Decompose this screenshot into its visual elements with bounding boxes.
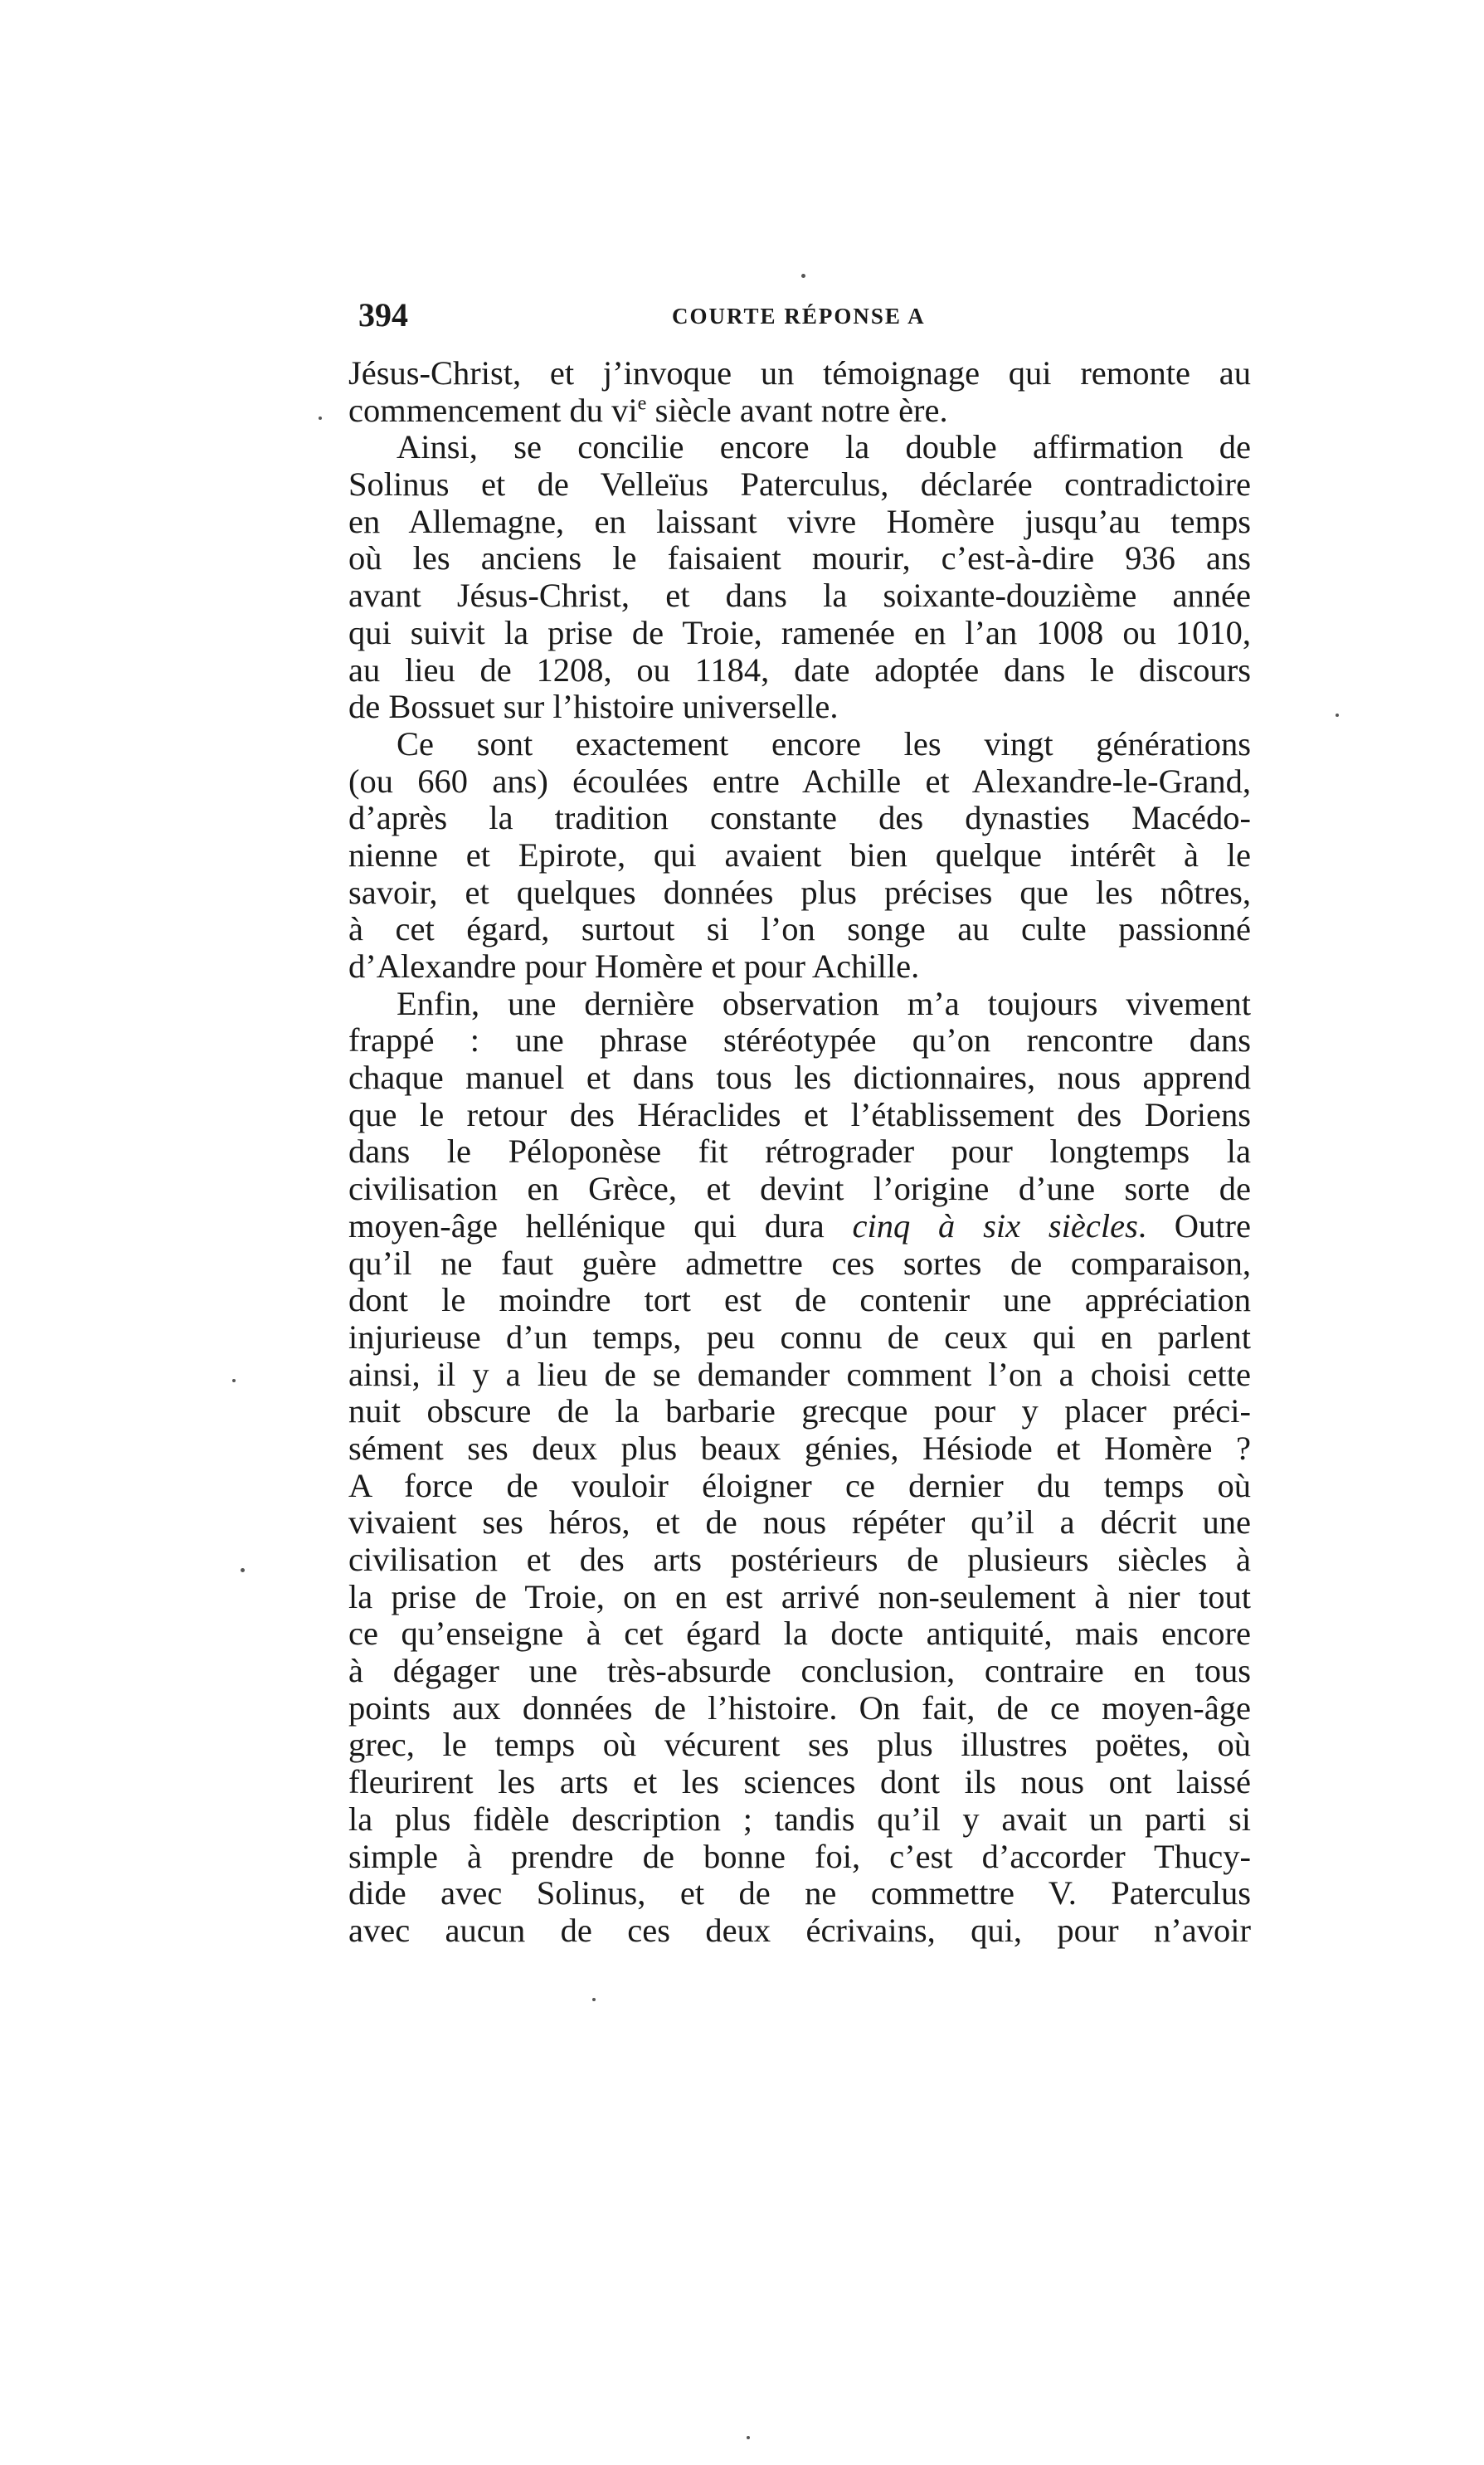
text-line: en Allemagne, en laissant vivre Homère jusqu’au temps [348,502,1251,540]
text-line: de Bossuet sur l’histoire universelle. [348,688,839,726]
text-line: avec aucun de ces deux écrivains, qui, pour n’avoir [348,1911,1251,1949]
text-line: fleurirent les arts et les sciences dont ils nous ont laissé [348,1763,1251,1801]
superscript: e [637,392,647,415]
text-line: simple à prendre de bonne foi, c’est d’accorder Thucy- [348,1837,1251,1875]
text-line: civilisation en Grèce, et devint l’origine d’une sorte de [348,1170,1251,1208]
page-header [358,295,1251,336]
text-line: la prise de Troie, on en est arrivé non-seulement à nier tout [348,1577,1251,1615]
scan-speck [232,1379,236,1382]
scan-speck [801,274,805,278]
text-line: A force de vouloir éloigner ce dernier du temps où [348,1466,1251,1504]
text-line: Solinus et de Velleïus Paterculus, déclarée contradictoire [348,465,1251,504]
body-text [348,355,1251,2305]
text-line: frappé : une phrase stéréotypée qu’on rencontre dans [348,1021,1251,1060]
text-line: injurieuse d’un temps, peu connu de ceux qui en parlent [348,1318,1251,1356]
text-line: la plus fidèle description ; tandis qu’il y avait un parti si [348,1800,1251,1838]
running-head: COURTE RÉPONSE A [672,304,926,329]
text-line: Ce sont exactement encore les vingt générations [397,724,1251,762]
text-line: commencement du $vi^e$ siècle avant notre ère. [348,391,948,429]
text-line: à dégager une très-absurde conclusion, contraire en tous [348,1652,1251,1690]
text-line: grec, le temps où vécurent ses plus illustres poëtes, où [348,1726,1251,1764]
text-line: nuit obscure de la barbarie grecque pour y placer préci- [348,1392,1251,1430]
scan-speck [241,1568,245,1572]
small-caps-ordinal: vi [611,391,638,429]
text-line: Enfin, une dernière observation m’a toujours vivement [397,984,1251,1022]
scan-speck [1336,714,1339,717]
italic-phrase: cinq à six siècles [852,1206,1138,1245]
text-line: à cet égard, surtout si l’on songe au culte passionné [348,910,1251,948]
text-line: que le retour des Héraclides et l’établissement des Doriens [348,1095,1251,1133]
text-line: dans le Péloponèse fit rétrograder pour longtemps la [348,1133,1251,1171]
text-line: qui suivit la prise de Troie, ramenée en l’an 1008 ou 1010, [348,613,1251,651]
text-line: dont le moindre tort est de contenir une appréciation [348,1281,1251,1319]
text-line: Ainsi, se concilie encore la double affirmation de [397,428,1251,466]
text-line: nienne et Epirote, qui avaient bien quelque intérêt à le [348,835,1251,874]
page-number: 394 [358,296,408,334]
text-line: vivaient ses héros, et de nous répéter qu’il a décrit une [348,1503,1251,1542]
scan-speck [592,1998,596,2001]
text-line: au lieu de 1208, ou 1184, date adoptée dans le discours [348,650,1251,689]
text-line: avant Jésus-Christ, et dans la soixante-douzième année [348,577,1251,615]
text-line: qu’il ne faut guère admettre ces sortes de comparaison, [348,1244,1251,1282]
text-line: civilisation et des arts postérieurs de plusieurs siècles à [348,1541,1251,1578]
text-line: où les anciens le faisaient mourir, c’est-à-dire 936 ans [348,539,1251,577]
scan-speck [319,417,322,420]
text-line: ce qu’enseigne à cet égard la docte antiquité, mais encore [348,1615,1251,1653]
text-line: dide avec Solinus, et de ne commettre V. Paterculus [348,1874,1251,1912]
text-line: points aux données de l’histoire. On fait, de ce moyen-âge [348,1688,1251,1727]
text-line: sément ses deux plus beaux génies, Hésiode et Homère ? [348,1429,1251,1467]
text-line: Jésus-Christ, et j’invoque un témoignage qui remonte au [348,354,1251,392]
text-line: d’Alexandre pour Homère et pour Achille. [348,948,920,985]
text-line: d’après la tradition constante des dynasties Macédo- [348,799,1251,837]
text-line: ainsi, il y a lieu de se demander comment l’on a choisi cette [348,1355,1251,1393]
text-line: chaque manuel et dans tous les dictionnaires, nous apprend [348,1059,1251,1097]
scan-speck [747,2436,750,2439]
text-line: moyen-âge hellénique qui dura cinq à six siècles. Outre [348,1206,1251,1245]
text-line: savoir, et quelques données plus précises que les nôtres, [348,873,1251,911]
text-line: (ou 660 ans) écoulées entre Achille et Alexandre-le-Grand, [348,762,1251,800]
